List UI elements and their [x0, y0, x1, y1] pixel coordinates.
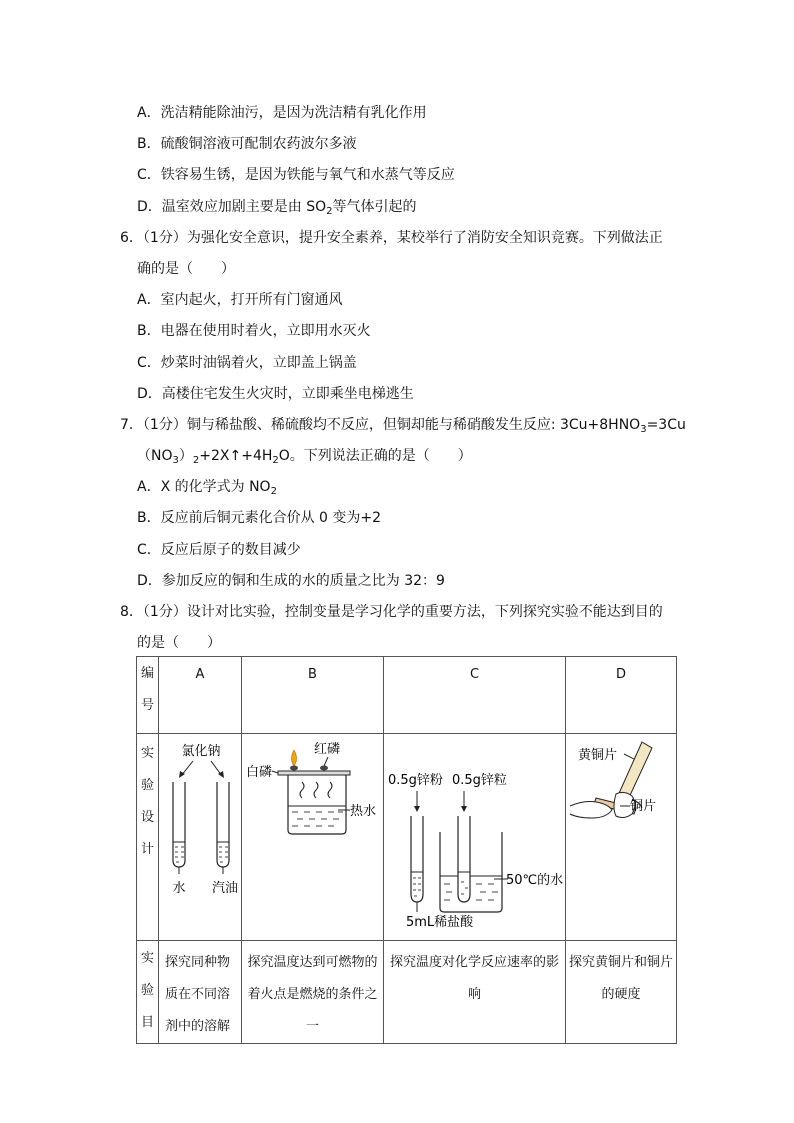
figure-b-drawing — [242, 734, 384, 936]
fig-c-arrowhead-powder — [414, 806, 420, 812]
fig-b-leader-white-p — [272, 771, 278, 773]
fig-b-red-phosphorus — [320, 766, 328, 771]
q5-option-a: A．洗洁精能除油污，是因为洗洁精有乳化作用 — [137, 105, 427, 121]
fig-d-label-brass: 黄铜片 — [578, 748, 618, 763]
fig-a-liquid-right-dashes — [219, 847, 228, 862]
fig-a-label-gasoline: 汽油 — [211, 881, 239, 896]
q7-option-a: A．X 的化学式为 $NO_2$ — [137, 479, 277, 497]
q8-stem-line2: 的是（ ） — [137, 635, 221, 651]
q6-option-d: D．高楼住宅发生火灾时，立即乘坐电梯逃生 — [137, 386, 414, 402]
q6-option-a: A．室内起火，打开所有门窗通风 — [137, 292, 343, 308]
figure-a — [159, 734, 242, 941]
figure-b — [242, 734, 384, 941]
q6-stem-line2: 确的是（ ） — [137, 261, 235, 277]
fig-b-leader-red-p — [324, 757, 328, 766]
figure-a-drawing — [159, 734, 242, 936]
fig-a-label-top: 氯化钠 — [181, 744, 221, 759]
row-head-goal: 实验目 — [137, 941, 159, 1044]
q7-option-b: B．反应前后铜元素化合价从 0 变为+2 — [137, 510, 382, 526]
q7-option-c: C．反应后原子的数目减少 — [137, 542, 301, 558]
fig-b-water-dashes — [292, 812, 343, 826]
fig-c-arrowhead-granule — [461, 806, 467, 812]
fig-c-water-dashes — [444, 882, 498, 900]
q8-stem-line1: 8．（1分）设计对比实验，控制变量是学习化学的重要方法，下列探究实验不能达到目的 — [120, 604, 663, 620]
fig-b-white-phosphorus — [290, 766, 298, 771]
goal-d: 探究黄铜片和铜片的硬度 — [566, 941, 677, 1044]
fig-b-flame — [292, 750, 297, 766]
q7-stem-line2: $(NO_3)_2+2X↑+4H_2O$。下列说法正确的是（ ） — [137, 448, 472, 466]
q6-option-b: B．电器在使用时着火，立即用水灭火 — [137, 323, 371, 339]
q6-option-c: C．炒菜时油锅着火，立即盖上锅盖 — [137, 355, 357, 371]
q5-option-d: D．温室效应加剧主要是由 $SO_2$等气体引起的 — [137, 199, 417, 217]
fig-d-label-copper: 铜片 — [630, 799, 657, 814]
q7-option-d: D．参加反应的铜和生成的水的质量之比为 32：9 — [137, 573, 445, 589]
fig-b-label-red-p: 红磷 — [314, 742, 341, 757]
fig-a-label-water: 水 — [172, 881, 186, 896]
fig-c-label-water: 50℃的水 — [506, 873, 564, 888]
fig-b-copper-plate — [278, 771, 350, 775]
row-head-design: 实验设计 — [137, 734, 159, 941]
figure-d — [566, 734, 677, 941]
experiment-table — [136, 656, 677, 1044]
fig-c-acid-left-dashes — [413, 878, 421, 896]
figure-d-drawing — [566, 734, 677, 936]
fig-a-liquid-left-dashes — [175, 847, 184, 862]
col-head-a: A — [159, 657, 242, 734]
col-head-b: B — [242, 657, 384, 734]
fig-c-tube-left — [411, 816, 423, 902]
q7-stem-line1: 7．（1分）铜与稀盐酸、稀硫酸均不反应，但铜却能与稀硝酸发生反应: $3Cu+8HNO_3=3Cu$ — [120, 417, 686, 435]
figure-c — [384, 734, 566, 941]
row-head-number: 编号 — [137, 657, 159, 734]
q5-option-b: B．硫酸铜溶液可配制农药波尔多液 — [137, 136, 357, 152]
q6-stem-line1: 6．（1分）为强化安全意识，提升安全素养，某校举行了消防安全知识竞赛。下列做法正 — [120, 230, 663, 246]
figure-c-drawing — [384, 734, 566, 936]
fig-a-tube-right — [217, 782, 229, 867]
q5-option-c: C．铁容易生锈，是因为铁能与氧气和水蒸气等反应 — [137, 167, 455, 183]
fig-b-label-white-p: 白磷 — [246, 765, 273, 780]
col-head-c: C — [384, 657, 566, 734]
fig-c-label-acid: 5mL稀盐酸 — [406, 915, 474, 930]
col-head-d: D — [566, 657, 677, 734]
fig-c-label-powder: 0.5g锌粉 — [388, 773, 443, 788]
goal-a: 探究同种物质在不同溶剂中的溶解 — [159, 941, 242, 1044]
goal-b: 探究温度达到可燃物的着火点是燃烧的条件之一 — [242, 941, 384, 1044]
fig-c-label-granule: 0.5g锌粒 — [452, 773, 507, 788]
fig-b-label-hot-water: 热水 — [350, 804, 377, 819]
fig-a-tube-left — [173, 782, 185, 867]
fig-b-steam — [300, 782, 332, 798]
goal-c: 探究温度对化学反应速率的影响 — [384, 941, 566, 1044]
fig-c-tube-right — [458, 816, 470, 902]
